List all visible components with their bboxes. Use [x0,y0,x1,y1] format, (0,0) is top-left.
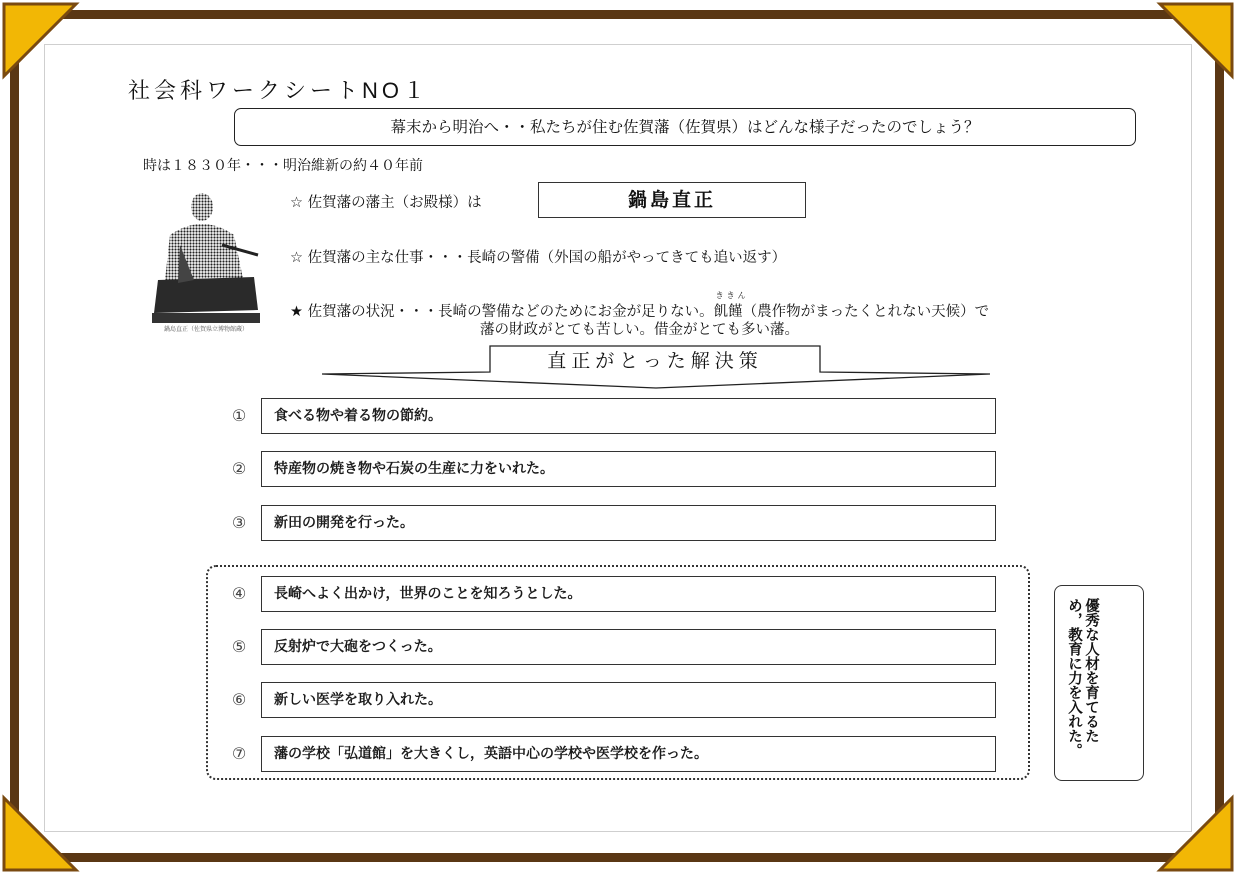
famine-kanji: 飢饉 [713,304,743,320]
solution-item-1: 食べる物や着る物の節約。 [261,398,996,434]
lord-name-box: 鍋島直正 [538,182,806,218]
solution-item-6: 新しい医学を取り入れた。 [261,682,996,718]
solution-number-4: ④ [231,584,247,603]
situation-text-after: （農作物がまったくとれない天候）で [742,304,990,320]
era-text: 時は１８３０年・・・明治維新の約４０年前 [143,158,423,174]
corner-top-right [1150,0,1236,86]
solutions-heading: 直正がとった解決策 [547,350,763,372]
side-note-text: 優秀な人材を育てるため，教育に力を入れた。 [1066,598,1099,758]
lord-label: ☆ 佐賀藩の藩主（お殿様）は [290,195,482,211]
worksheet-title: 社会科ワークシートNO１ [128,78,430,103]
question-box: 幕末から明治へ・・私たちが住む佐賀藩（佐賀県）はどんな様子だったのでしょう？ [234,108,1136,146]
solution-item-2: 特産物の焼き物や石炭の生産に力をいれた。 [261,451,996,487]
famine-reading: ききん [715,291,749,300]
portrait-image [150,185,262,325]
solution-number-5: ⑤ [231,637,247,656]
solution-item-3: 新田の開発を行った。 [261,505,996,541]
portrait-caption: 鍋島直正（佐賀県立博物館蔵） [163,326,248,333]
solution-number-2: ② [231,459,247,478]
solution-number-1: ① [231,406,247,425]
side-note-box [1054,585,1144,781]
situation-line-2: 藩の財政がとても苦しい。借金がとても多い藩。 [480,322,799,338]
corner-bottom-left [0,788,86,874]
solution-number-6: ⑥ [231,690,247,709]
main-job-text: ☆ 佐賀藩の主な仕事・・・長崎の警備（外国の船がやってきても追い返す） [290,250,787,266]
corner-top-left [0,0,86,86]
solution-item-5: 反射炉で大砲をつくった。 [261,629,996,665]
solution-number-3: ③ [231,513,247,532]
solution-item-4: 長崎へよく出かけ，世界のことを知ろうとした。 [261,576,996,612]
solution-item-7: 藩の学校「弘道館」を大きくし，英語中心の学校や医学校を作った。 [261,736,996,772]
corner-bottom-right [1150,788,1236,874]
solution-number-7: ⑦ [231,744,247,763]
situation-text-before: ★ 佐賀藩の状況・・・長崎の警備などのためにお金が足りない。 [290,304,714,320]
